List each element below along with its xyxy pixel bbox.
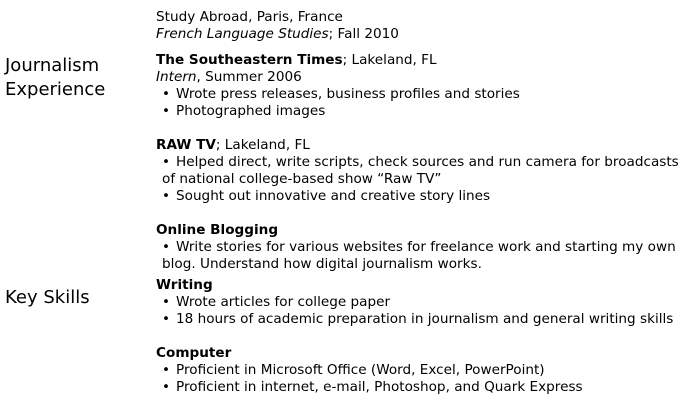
bullet-icon: • — [162, 362, 171, 378]
education-program: French Language Studies — [156, 26, 329, 42]
education-title: Study Abroad, Paris, France — [156, 9, 343, 25]
bullet-icon: • — [162, 311, 171, 327]
bullet-text: Wrote articles for college paper — [176, 294, 391, 310]
bullet-text: Wrote press releases, business profiles and stories — [176, 86, 520, 102]
job-header — [156, 52, 696, 69]
job-bullet — [156, 86, 696, 103]
bullet-text: 18 hours of academic preparation in journalism and general writing skills — [176, 311, 674, 327]
job-entry-online-blogging — [156, 222, 696, 273]
job-header — [156, 222, 696, 239]
bullet-icon: • — [162, 103, 171, 119]
education-entry — [156, 9, 696, 43]
bullet-icon: • — [162, 188, 171, 204]
job-location: ; Lakeland, FL — [215, 137, 310, 153]
job-org: RAW TV — [156, 137, 216, 153]
bullet-text: Sought out innovative and creative story lines — [176, 188, 491, 204]
skill-bullet — [156, 379, 696, 396]
education-detail — [156, 26, 696, 43]
heading-line: Experience — [5, 79, 106, 100]
job-entry-southeastern-times — [156, 52, 696, 120]
job-bullet — [156, 103, 696, 120]
job-entry-raw-tv — [156, 137, 696, 205]
skill-entry-computer — [156, 345, 696, 396]
bullet-icon: • — [162, 239, 171, 255]
bullet-text: Photographed images — [176, 103, 326, 119]
bullet-text: Write stories for various websites for freelance work and starting my own blog. Understand how digital journalism works. — [162, 239, 676, 272]
bullet-icon: • — [162, 379, 171, 395]
skill-bullet — [156, 311, 696, 328]
job-role: Intern — [156, 69, 197, 85]
job-role-line — [156, 69, 696, 86]
skill-bullet — [156, 362, 696, 379]
key-skills-heading: Key Skills — [5, 287, 90, 308]
job-bullet — [0, 154, 696, 188]
bullet-text: Helped direct, write scripts, check sources and run camera for broadcasts of national college-based show “Raw TV” — [162, 154, 679, 187]
job-location: ; Lakeland, FL — [342, 52, 437, 68]
bullet-text: Proficient in internet, e-mail, Photoshop, and Quark Express — [176, 379, 583, 395]
bullet-icon: • — [162, 154, 171, 170]
heading-line: Journalism — [5, 55, 100, 76]
job-org: The Southeastern Times — [156, 52, 343, 68]
bullet-text: Proficient in Microsoft Office (Word, Excel, PowerPoint) — [176, 362, 545, 378]
journalism-experience-heading — [5, 54, 105, 102]
job-org: Online Blogging — [156, 222, 279, 238]
job-header — [156, 137, 696, 154]
bullet-icon: • — [162, 294, 171, 310]
job-bullet — [156, 239, 696, 273]
skill-entry-writing — [156, 277, 696, 328]
skill-title: Computer — [156, 345, 232, 361]
job-bullet — [156, 188, 696, 205]
job-term: , Summer 2006 — [196, 69, 302, 85]
skill-bullet — [156, 294, 696, 311]
resume-content — [156, 9, 696, 396]
skill-title: Writing — [156, 277, 213, 293]
bullet-icon: • — [162, 86, 171, 102]
education-term: ; Fall 2010 — [328, 26, 399, 42]
